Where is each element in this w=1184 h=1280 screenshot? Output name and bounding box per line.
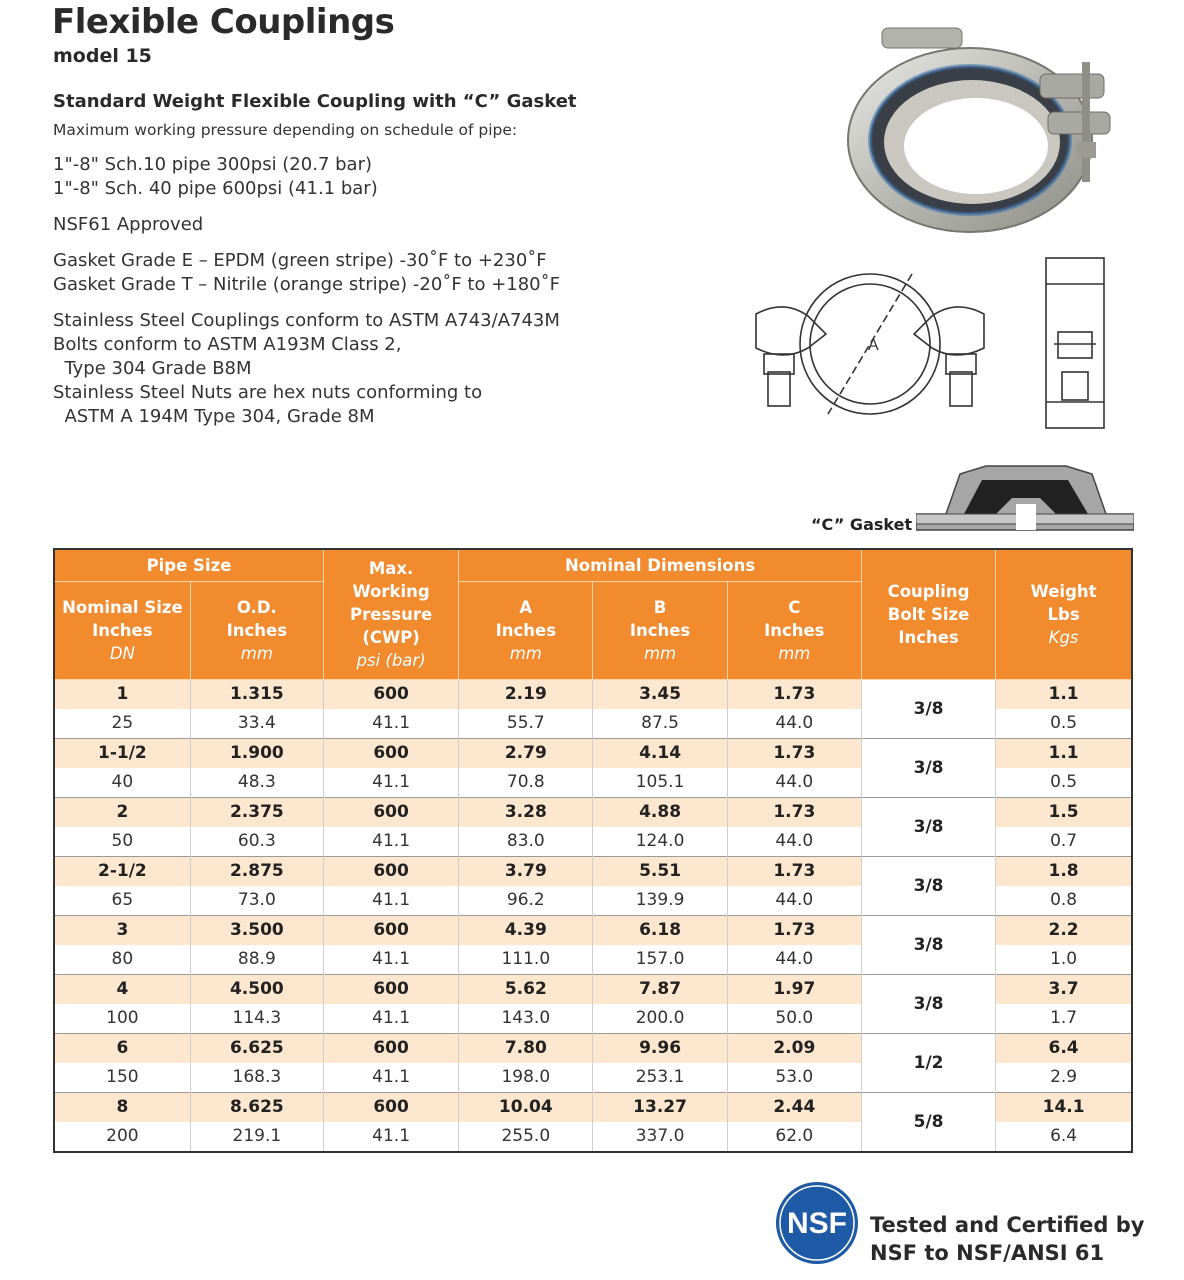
table-cell: 50.0 bbox=[727, 1004, 861, 1034]
spec-pressure-sch10: 1"-8" Sch.10 pipe 300psi (20.7 bar) bbox=[53, 154, 372, 175]
table-cell: 1.315 bbox=[190, 679, 323, 709]
table-cell: 3.45 bbox=[593, 679, 727, 709]
table-cell: 600 bbox=[323, 738, 458, 768]
bolt-size-cell: 3/8 bbox=[861, 797, 995, 856]
table-cell: 1-1/2 bbox=[54, 738, 190, 768]
table-cell: 2 bbox=[54, 797, 190, 827]
table-cell: 6.4 bbox=[996, 1033, 1132, 1063]
dimension-a-label: A bbox=[868, 337, 879, 354]
bolt-size-cell: 3/8 bbox=[861, 915, 995, 974]
coupling-photo bbox=[820, 22, 1138, 240]
spec-table bbox=[53, 548, 1133, 1153]
product-heading: Standard Weight Flexible Coupling with “C” Gasket bbox=[53, 91, 577, 112]
table-cell: 1.73 bbox=[727, 738, 861, 768]
table-cell: 600 bbox=[323, 797, 458, 827]
table-cell: 48.3 bbox=[190, 768, 323, 798]
table-cell: 3.28 bbox=[459, 797, 593, 827]
table-cell: 4.39 bbox=[459, 915, 593, 945]
table-cell: 80 bbox=[54, 945, 190, 975]
col-dim-c: C Inches mm bbox=[727, 581, 861, 679]
pressure-intro: Maximum working pressure depending on schedule of pipe: bbox=[53, 121, 518, 139]
table-cell: 255.0 bbox=[459, 1122, 593, 1152]
table-cell: 124.0 bbox=[593, 827, 727, 857]
table-cell: 111.0 bbox=[459, 945, 593, 975]
table-cell: 1.97 bbox=[727, 974, 861, 1004]
table-cell: 7.80 bbox=[459, 1033, 593, 1063]
spec-gasket-t: Gasket Grade T – Nitrile (orange stripe) -20˚F to +180˚F bbox=[53, 274, 560, 295]
table-cell: 41.1 bbox=[323, 1122, 458, 1152]
table-cell: 1.73 bbox=[727, 915, 861, 945]
spec-approval: NSF61 Approved bbox=[53, 214, 204, 235]
table-cell: 10.04 bbox=[459, 1092, 593, 1122]
table-cell: 0.8 bbox=[996, 886, 1132, 916]
table-cell: 62.0 bbox=[727, 1122, 861, 1152]
table-cell: 44.0 bbox=[727, 945, 861, 975]
table-cell: 83.0 bbox=[459, 827, 593, 857]
col-dim-a: A Inches mm bbox=[459, 581, 593, 679]
table-cell: 114.3 bbox=[190, 1004, 323, 1034]
table-cell: 41.1 bbox=[323, 827, 458, 857]
table-cell: 139.9 bbox=[593, 886, 727, 916]
table-cell: 8 bbox=[54, 1092, 190, 1122]
table-cell: 44.0 bbox=[727, 886, 861, 916]
bolt-size-cell: 5/8 bbox=[861, 1092, 995, 1152]
table-cell: 600 bbox=[323, 915, 458, 945]
bolt-size-cell: 3/8 bbox=[861, 856, 995, 915]
table-cell: 4 bbox=[54, 974, 190, 1004]
table-cell: 600 bbox=[323, 679, 458, 709]
table-cell: 5.51 bbox=[593, 856, 727, 886]
table-cell: 105.1 bbox=[593, 768, 727, 798]
col-bolt-size: Coupling Bolt Size Inches bbox=[861, 549, 995, 679]
table-cell: 53.0 bbox=[727, 1063, 861, 1093]
spec-material-5: ASTM A 194M Type 304, Grade 8M bbox=[53, 406, 375, 427]
table-cell: 41.1 bbox=[323, 945, 458, 975]
nsf-logo-icon bbox=[774, 1180, 860, 1266]
table-cell: 4.14 bbox=[593, 738, 727, 768]
table-row-imperial bbox=[54, 1092, 1132, 1122]
spec-material-2: Bolts conform to ASTM A193M Class 2, bbox=[53, 334, 402, 355]
spec-material-3: Type 304 Grade B8M bbox=[53, 358, 252, 379]
table-cell: 2.44 bbox=[727, 1092, 861, 1122]
table-cell: 44.0 bbox=[727, 827, 861, 857]
table-cell: 600 bbox=[323, 974, 458, 1004]
gasket-cross-section bbox=[916, 458, 1134, 540]
certification-text bbox=[870, 1211, 1145, 1267]
spec-list bbox=[53, 153, 693, 429]
table-row-imperial bbox=[54, 738, 1132, 768]
table-cell: 200.0 bbox=[593, 1004, 727, 1034]
table-cell: 65 bbox=[54, 886, 190, 916]
table-cell: 6.18 bbox=[593, 915, 727, 945]
certification-line-2: NSF to NSF/ANSI 61 bbox=[870, 1241, 1105, 1265]
table-cell: 1 bbox=[54, 679, 190, 709]
table-row-imperial bbox=[54, 1033, 1132, 1063]
table-cell: 3.7 bbox=[996, 974, 1132, 1004]
col-dim-b: B Inches mm bbox=[593, 581, 727, 679]
table-cell: 40 bbox=[54, 768, 190, 798]
page-title: Flexible Couplings bbox=[52, 2, 395, 42]
table-cell: 41.1 bbox=[323, 886, 458, 916]
table-cell: 1.73 bbox=[727, 797, 861, 827]
table-row-imperial bbox=[54, 679, 1132, 709]
table-cell: 143.0 bbox=[459, 1004, 593, 1034]
table-cell: 0.5 bbox=[996, 768, 1132, 798]
table-cell: 6 bbox=[54, 1033, 190, 1063]
table-cell: 44.0 bbox=[727, 768, 861, 798]
bolt-size-cell: 1/2 bbox=[861, 1033, 995, 1092]
table-cell: 55.7 bbox=[459, 709, 593, 739]
table-cell: 1.5 bbox=[996, 797, 1132, 827]
table-cell: 3.79 bbox=[459, 856, 593, 886]
table-cell: 33.4 bbox=[190, 709, 323, 739]
table-cell: 1.900 bbox=[190, 738, 323, 768]
bolt-size-cell: 3/8 bbox=[861, 974, 995, 1033]
table-cell: 41.1 bbox=[323, 1004, 458, 1034]
table-cell: 4.500 bbox=[190, 974, 323, 1004]
table-cell: 100 bbox=[54, 1004, 190, 1034]
table-cell: 168.3 bbox=[190, 1063, 323, 1093]
table-cell: 3 bbox=[54, 915, 190, 945]
spec-material-4: Stainless Steel Nuts are hex nuts conforming to bbox=[53, 382, 483, 403]
table-cell: 600 bbox=[323, 856, 458, 886]
table-cell: 41.1 bbox=[323, 709, 458, 739]
table-cell: 2.19 bbox=[459, 679, 593, 709]
table-cell: 70.8 bbox=[459, 768, 593, 798]
col-weight: Weight Lbs Kgs bbox=[996, 549, 1132, 679]
table-cell: 3.500 bbox=[190, 915, 323, 945]
certification-line-1: Tested and Certified by bbox=[870, 1213, 1145, 1237]
table-row-imperial bbox=[54, 974, 1132, 1004]
table-cell: 1.8 bbox=[996, 856, 1132, 886]
table-cell: 6.625 bbox=[190, 1033, 323, 1063]
table-cell: 14.1 bbox=[996, 1092, 1132, 1122]
table-cell: 600 bbox=[323, 1033, 458, 1063]
table-cell: 150 bbox=[54, 1063, 190, 1093]
table-cell: 1.0 bbox=[996, 945, 1132, 975]
table-cell: 1.1 bbox=[996, 679, 1132, 709]
table-cell: 2.375 bbox=[190, 797, 323, 827]
coupling-drawing bbox=[744, 244, 1124, 440]
table-cell: 25 bbox=[54, 709, 190, 739]
table-cell: 41.1 bbox=[323, 1063, 458, 1093]
table-cell: 1.1 bbox=[996, 738, 1132, 768]
bolt-size-cell: 3/8 bbox=[861, 679, 995, 738]
table-cell: 1.73 bbox=[727, 856, 861, 886]
table-cell: 50 bbox=[54, 827, 190, 857]
table-cell: 96.2 bbox=[459, 886, 593, 916]
spec-pressure-sch40: 1"-8" Sch. 40 pipe 600psi (41.1 bar) bbox=[53, 178, 378, 199]
table-cell: 8.625 bbox=[190, 1092, 323, 1122]
table-cell: 73.0 bbox=[190, 886, 323, 916]
table-cell: 198.0 bbox=[459, 1063, 593, 1093]
table-cell: 337.0 bbox=[593, 1122, 727, 1152]
table-cell: 219.1 bbox=[190, 1122, 323, 1152]
table-row-imperial bbox=[54, 915, 1132, 945]
table-cell: 1.73 bbox=[727, 679, 861, 709]
table-cell: 253.1 bbox=[593, 1063, 727, 1093]
col-od: O.D. Inches mm bbox=[190, 581, 323, 679]
bolt-size-cell: 3/8 bbox=[861, 738, 995, 797]
table-cell: 2.09 bbox=[727, 1033, 861, 1063]
table-cell: 5.62 bbox=[459, 974, 593, 1004]
table-cell: 200 bbox=[54, 1122, 190, 1152]
table-cell: 9.96 bbox=[593, 1033, 727, 1063]
table-cell: 41.1 bbox=[323, 768, 458, 798]
table-cell: 0.7 bbox=[996, 827, 1132, 857]
col-pressure: Max. Working Pressure (CWP) psi (bar) bbox=[323, 549, 458, 679]
table-cell: 6.4 bbox=[996, 1122, 1132, 1152]
table-cell: 13.27 bbox=[593, 1092, 727, 1122]
group-nominal-dimensions: Nominal Dimensions bbox=[459, 549, 862, 581]
spec-material-1: Stainless Steel Couplings conform to ASTM A743/A743M bbox=[53, 310, 560, 331]
table-cell: 0.5 bbox=[996, 709, 1132, 739]
table-cell: 4.88 bbox=[593, 797, 727, 827]
table-cell: 87.5 bbox=[593, 709, 727, 739]
table-cell: 1.7 bbox=[996, 1004, 1132, 1034]
nsf-logo-text: NSF bbox=[787, 1207, 847, 1240]
table-cell: 2.79 bbox=[459, 738, 593, 768]
gasket-label: “C” Gasket bbox=[811, 515, 913, 534]
table-cell: 44.0 bbox=[727, 709, 861, 739]
col-nominal-size: Nominal Size Inches DN bbox=[54, 581, 190, 679]
table-row-imperial bbox=[54, 797, 1132, 827]
table-cell: 88.9 bbox=[190, 945, 323, 975]
table-cell: 2.9 bbox=[996, 1063, 1132, 1093]
table-row-imperial bbox=[54, 856, 1132, 886]
group-pipe-size: Pipe Size bbox=[54, 549, 323, 581]
table-cell: 2-1/2 bbox=[54, 856, 190, 886]
spec-gasket-e: Gasket Grade E – EPDM (green stripe) -30˚F to +230˚F bbox=[53, 250, 547, 271]
table-cell: 2.2 bbox=[996, 915, 1132, 945]
table-cell: 600 bbox=[323, 1092, 458, 1122]
table-cell: 60.3 bbox=[190, 827, 323, 857]
model-label: model 15 bbox=[53, 45, 152, 67]
table-cell: 7.87 bbox=[593, 974, 727, 1004]
table-cell: 157.0 bbox=[593, 945, 727, 975]
table-cell: 2.875 bbox=[190, 856, 323, 886]
